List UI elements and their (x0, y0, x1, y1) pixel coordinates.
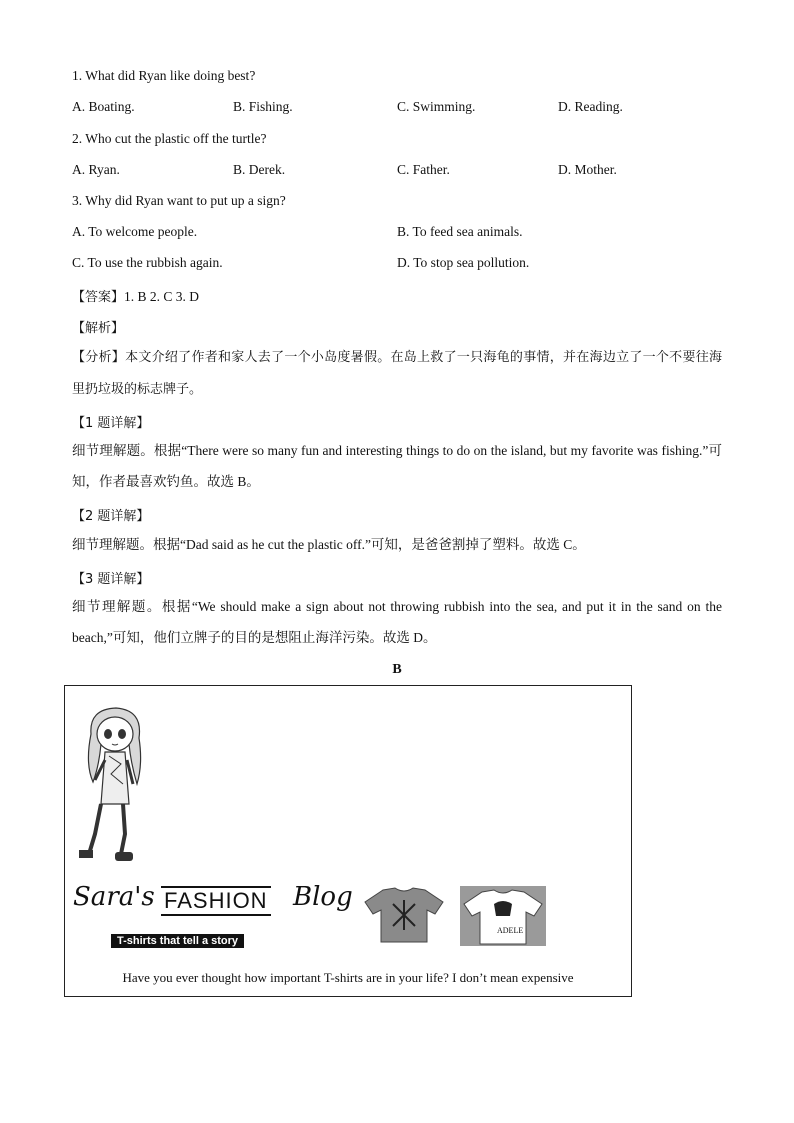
detail-2-heading: 【2 题详解】 (72, 509, 150, 524)
section-b-title: B (392, 662, 402, 677)
q2-option-b: B. Derek. (233, 162, 286, 177)
q3-option-a: A. To welcome people. (72, 224, 198, 239)
blog-title-sara: Sara's (73, 882, 155, 912)
answer-value: 1. B 2. C 3. D (124, 289, 200, 304)
t-shirt-image-1 (363, 886, 445, 944)
blog-title-fashion: FASHION (161, 886, 271, 916)
q1-option-d: D. Reading. (558, 99, 623, 114)
summary-text: 本文介绍了作者和家人去了一个小岛度暑假。在岛上救了一只海龟的事情，并在海边立了一个不要往海里扔垃圾的标志牌子。 (72, 350, 722, 397)
t-shirt-2-print: ADELE (497, 926, 524, 935)
q1-option-b: B. Fishing. (233, 99, 293, 114)
detail-3-text: 细节理解题。根据“We should make a sign about not throwing rubbish into the sea, and put it in the sand on the beach,”可知，他们立牌子的目的是想阻止海洋污染。故选 D。 (72, 599, 722, 645)
q3-option-c: C. To use the rubbish again. (72, 255, 223, 270)
blog-image-frame (64, 685, 632, 997)
q3-option-b: B. To feed sea animals. (397, 224, 523, 239)
summary-paragraph (72, 341, 722, 405)
question-1: 1. What did Ryan like doing best? (72, 68, 256, 83)
detail-3-heading: 【3 题详解】 (72, 572, 150, 587)
t-shirt-image-2 (460, 886, 546, 946)
q2-option-a: A. Ryan. (72, 162, 120, 177)
analysis-heading: 【解析】 (72, 321, 125, 336)
blog-caption: Have you ever thought how important T-shirts are in your life? I don’t mean expensive (122, 970, 574, 985)
answer-label: 【答案】 (72, 290, 125, 305)
blog-title-blog: Blog (293, 882, 353, 912)
question-2: 2. Who cut the plastic off the turtle? (72, 131, 267, 146)
detail-1-text: 细节理解题。根据“There were so many fun and interesting things to do on the island, but my favorite was fishing.”可知，作者最喜欢钓鱼。故选 B。 (72, 443, 722, 489)
detail-2-text: 细节理解题。根据“Dad said as he cut the plastic off.”可知，是爸爸割掉了塑料。故选 C。 (72, 537, 586, 552)
detail-1-heading: 【1 题详解】 (72, 416, 150, 431)
cartoon-girl-illustration (71, 704, 161, 864)
question-3: 3. Why did Ryan want to put up a sign? (72, 193, 286, 208)
q1-option-c: C. Swimming. (397, 99, 476, 114)
blog-tagline: T-shirts that tell a story (111, 934, 244, 948)
q2-option-c: C. Father. (397, 162, 450, 177)
q2-option-d: D. Mother. (558, 162, 617, 177)
answer-line (72, 286, 199, 305)
q1-option-a: A. Boating. (72, 99, 135, 114)
summary-label: 【分析】 (72, 350, 126, 365)
q3-option-d: D. To stop sea pollution. (397, 255, 530, 270)
